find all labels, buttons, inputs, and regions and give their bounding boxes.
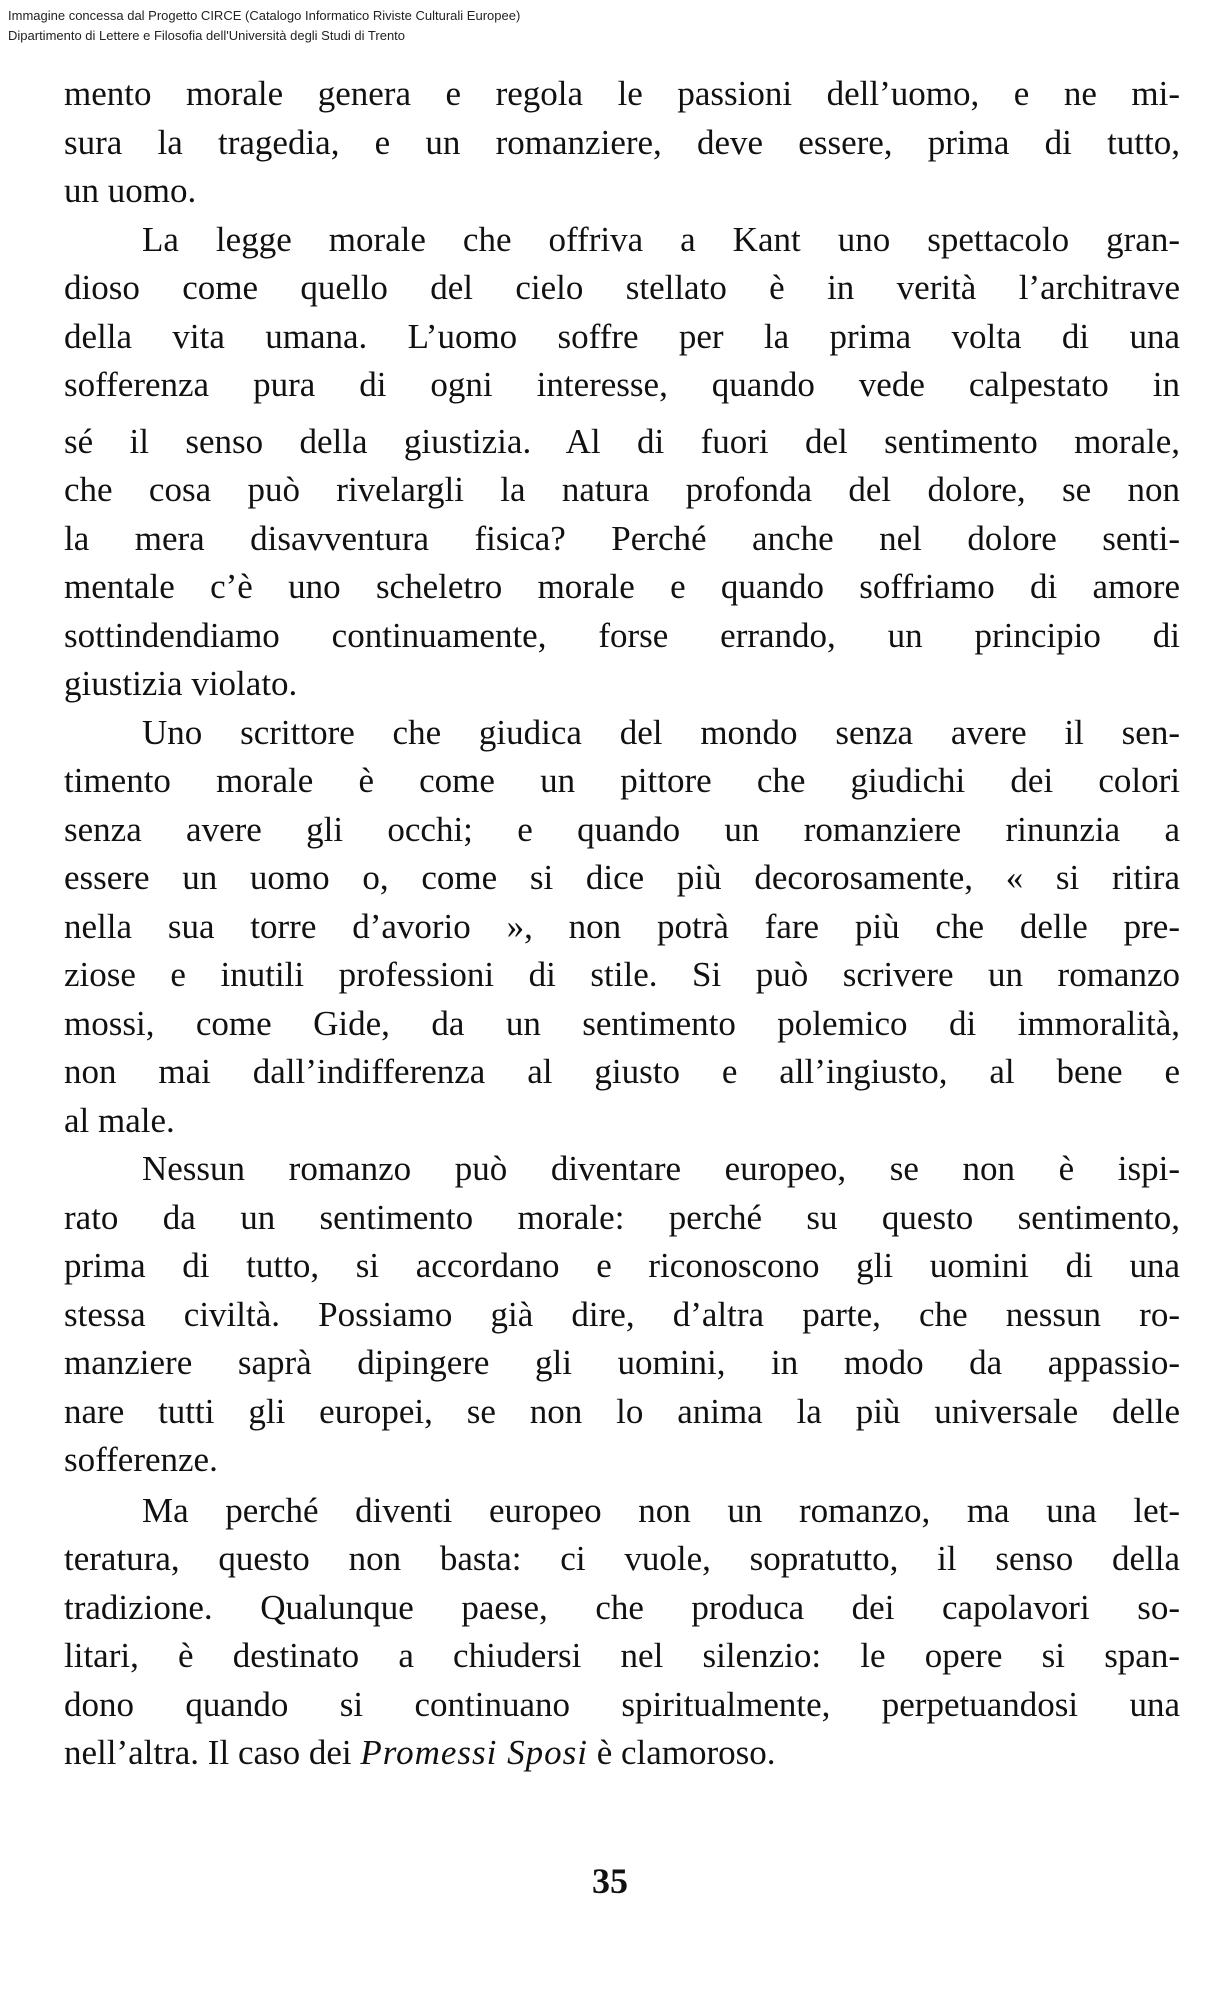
- text-line: nare tutti gli europei, se non lo anima la più universale delle: [64, 1391, 1180, 1431]
- text-line: litari, è destinato a chiudersi nel silenzio: le opere si span-: [64, 1636, 1180, 1675]
- text-line: ziose e inutili professioni di stile. Si può scrivere un romanzo: [64, 955, 1180, 994]
- text-line: mossi, come Gide, da un sentimento polemico di immoralità,: [64, 1003, 1180, 1043]
- page-number: 35: [592, 1861, 628, 1901]
- page-body: [64, 70, 1180, 1778]
- credit-line-1: Immagine concessa dal Progetto CIRCE (Catalogo Informatico Riviste Culturali Europee): [8, 8, 521, 23]
- text-line: stessa civiltà. Possiamo già dire, d’altra parte, che nessun ro-: [64, 1294, 1180, 1334]
- text-line: prima di tutto, si accordano e riconoscono gli uomini di una: [64, 1246, 1180, 1285]
- text-line: della vita umana. L’uomo soffre per la prima volta di una: [64, 316, 1180, 356]
- text-line: senza avere gli occhi; e quando un romanziere rinunzia a: [64, 809, 1180, 849]
- text-line: sottindendiamo continuamente, forse errando, un principio di: [64, 615, 1180, 655]
- text-line-final: [64, 1729, 1180, 1778]
- text-line: nella sua torre d’avorio », non potrà fare più che delle pre-: [64, 906, 1180, 946]
- text-line: Nessun romanzo può diventare europeo, se non è ispi-: [142, 1149, 1180, 1188]
- text-line: timento morale è come un pittore che giudichi dei colori: [64, 761, 1180, 800]
- text-line: Ma perché diventi europeo non un romanzo, ma una let-: [142, 1490, 1180, 1530]
- text-line: essere un uomo o, come si dice più decorosamente, « si ritira: [64, 858, 1180, 897]
- text-line: giustizia violato.: [64, 664, 298, 703]
- text-line: mento morale genera e regola le passioni dell’uomo, e ne mi-: [64, 74, 1180, 113]
- text-line: Uno scrittore che giudica del mondo senza avere il sen-: [142, 712, 1180, 752]
- book-title: Promessi Sposi: [360, 1733, 588, 1772]
- text-line: sofferenze.: [64, 1440, 218, 1479]
- text-line: che cosa può rivelargli la natura profonda del dolore, se non: [64, 470, 1180, 509]
- text-line: manziere saprà dipingere gli uomini, in modo da appassio-: [64, 1343, 1180, 1382]
- text-line: non mai dall’indifferenza al giusto e all’ingiusto, al bene e: [64, 1052, 1180, 1091]
- text-line: un uomo.: [64, 171, 197, 210]
- text-line: tradizione. Qualunque paese, che produca dei capolavori so-: [64, 1587, 1180, 1627]
- text-line: al male.: [64, 1100, 175, 1140]
- text-line: dono quando si continuano spiritualmente, perpetuandosi una: [64, 1684, 1180, 1724]
- image-credit: [8, 6, 520, 46]
- text-line: sofferenza pura di ogni interesse, quando vede calpestato in: [64, 365, 1180, 404]
- text-line: rato da un sentimento morale: perché su questo sentimento,: [64, 1197, 1180, 1237]
- text-line: sura la tragedia, e un romanziere, deve essere, prima di tutto,: [64, 122, 1180, 162]
- text-line: la mera disavventura fisica? Perché anche nel dolore senti-: [64, 518, 1180, 558]
- text-line: sé il senso della giustizia. Al di fuori del sentimento morale,: [64, 421, 1180, 461]
- text-line: La legge morale che offriva a Kant uno spettacolo gran-: [142, 219, 1180, 259]
- text-line: teratura, questo non basta: ci vuole, sopratutto, il senso della: [64, 1539, 1180, 1578]
- credit-line-2: Dipartimento di Lettere e Filosofia dell'Università degli Studi di Trento: [8, 28, 406, 43]
- text-line: dioso come quello del cielo stellato è in verità l’architrave: [64, 268, 1180, 307]
- final-line-start: nell’altra. Il caso dei: [64, 1733, 361, 1772]
- text-line: mentale c’è uno scheletro morale e quando soffriamo di amore: [64, 567, 1180, 606]
- final-line-end: è clamoroso.: [587, 1733, 776, 1772]
